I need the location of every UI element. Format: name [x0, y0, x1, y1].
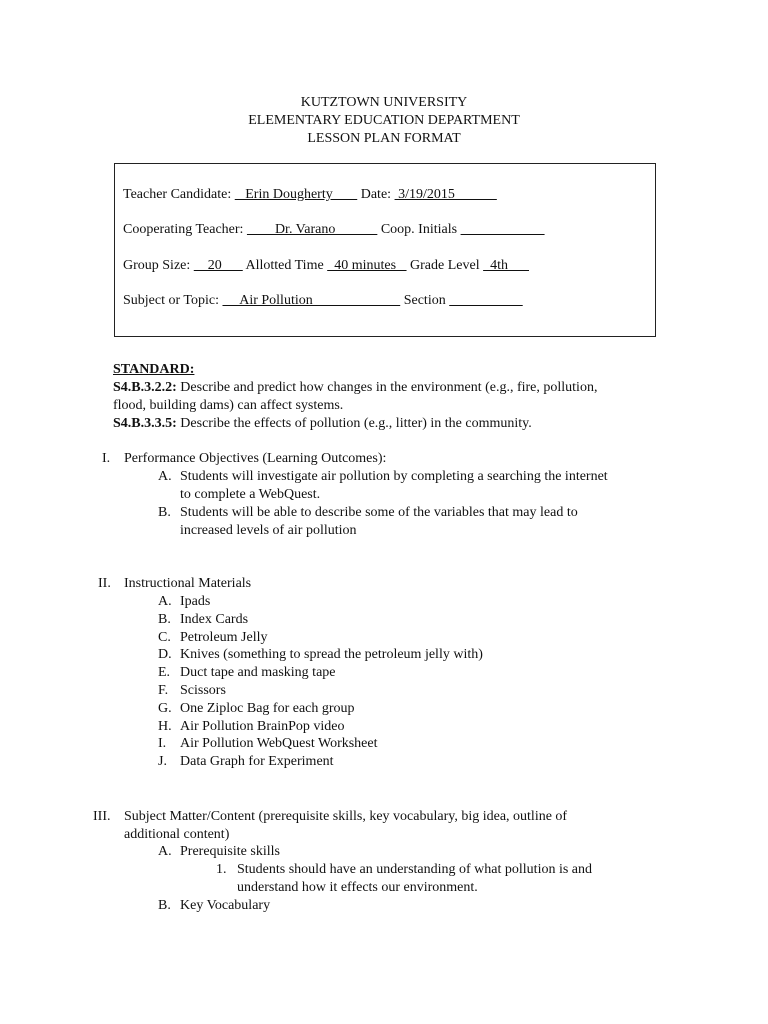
section-2-number: II. — [98, 576, 111, 591]
subject-value: Air Pollution — [222, 293, 401, 308]
material-letter: G. — [158, 701, 172, 716]
subject-row — [123, 292, 523, 310]
standard-2-code: S4.B.3.3.5: — [113, 416, 177, 431]
teacher-candidate-row — [123, 186, 497, 204]
lesson-info-box — [114, 163, 656, 337]
standard-1 — [113, 379, 597, 397]
group-size-row — [123, 257, 529, 275]
standard-1-code: S4.B.3.2.2: — [113, 380, 177, 395]
material-item: Data Graph for Experiment — [180, 754, 334, 769]
cooperating-teacher-value: Dr. Varano — [246, 222, 378, 237]
grade-level-value: 4th — [483, 258, 529, 273]
grade-level-label: Grade Level — [406, 258, 484, 273]
material-letter: B. — [158, 612, 171, 627]
material-letter: A. — [158, 594, 172, 609]
material-letter: J. — [158, 754, 167, 769]
date-label: Date: — [357, 187, 395, 202]
material-item: Index Cards — [180, 612, 249, 627]
material-item: Knives (something to spread the petroleum jelly with) — [180, 647, 483, 662]
cooperating-teacher-label: Cooperating Teacher: — [123, 222, 247, 237]
date-value: 3/19/2015 — [394, 187, 497, 202]
group-size-value: 20 — [193, 258, 243, 273]
material-letter: E. — [158, 665, 171, 680]
teacher-candidate-label: Teacher Candidate: — [123, 187, 235, 202]
standard-1-continued: flood, building dams) can affect systems. — [113, 398, 344, 413]
section-label: Section — [400, 293, 450, 308]
objective-line: Students will investigate air pollution by completing a searching the internet — [180, 469, 608, 484]
standard-1-text: Describe and predict how changes in the environment (e.g., fire, pollution, — [176, 380, 598, 395]
subject-label: Subject or Topic: — [123, 293, 223, 308]
standard-2 — [113, 415, 532, 433]
prerequisite-number: 1. — [216, 862, 227, 877]
document-title: LESSON PLAN FORMAT — [307, 131, 461, 146]
coop-initials-value — [461, 222, 545, 237]
objective-line: Students will be able to describe some of the variables that may lead to — [180, 505, 578, 520]
material-item: Duct tape and masking tape — [180, 665, 336, 680]
material-item: Scissors — [180, 683, 226, 698]
material-letter: C. — [158, 630, 171, 645]
material-letter: F. — [158, 683, 169, 698]
objective-line: to complete a WebQuest. — [180, 487, 321, 502]
cooperating-teacher-row — [123, 221, 545, 239]
section-1-number: I. — [102, 451, 111, 466]
material-letter: D. — [158, 647, 172, 662]
section-1-title: Performance Objectives (Learning Outcomes): — [124, 451, 387, 466]
prerequisite-line: understand how it effects our environment. — [237, 880, 478, 895]
prerequisite-heading: Prerequisite skills — [180, 844, 280, 859]
prerequisite-line: Students should have an understanding of what pollution is and — [237, 862, 593, 877]
standard-2-text: Describe the effects of pollution (e.g., litter) in the community. — [176, 416, 532, 431]
section-value — [449, 293, 523, 308]
prerequisite-letter: A. — [158, 844, 172, 859]
material-item: One Ziploc Bag for each group — [180, 701, 355, 716]
section-2-title: Instructional Materials — [124, 576, 252, 591]
section-3-number: III. — [93, 809, 111, 824]
vocabulary-heading: Key Vocabulary — [180, 898, 271, 913]
objective-line: increased levels of air pollution — [180, 523, 357, 538]
material-item: Air Pollution BrainPop video — [180, 719, 345, 734]
group-size-label: Group Size: — [123, 258, 194, 273]
allotted-time-label: Allotted Time — [242, 258, 328, 273]
allotted-time-value: 40 minutes — [327, 258, 407, 273]
coop-initials-label: Coop. Initials — [377, 222, 461, 237]
material-item: Air Pollution WebQuest Worksheet — [180, 736, 378, 751]
objective-letter: B. — [158, 505, 171, 520]
material-item: Petroleum Jelly — [180, 630, 268, 645]
university-name: KUTZTOWN UNIVERSITY — [300, 95, 468, 110]
material-letter: H. — [158, 719, 172, 734]
material-item: Ipads — [180, 594, 211, 609]
section-3-title-continued: additional content) — [124, 827, 230, 842]
vocabulary-letter: B. — [158, 898, 171, 913]
objective-letter: A. — [158, 469, 172, 484]
teacher-candidate-value: Erin Dougherty — [234, 187, 358, 202]
material-letter: I. — [158, 736, 167, 751]
department-name: ELEMENTARY EDUCATION DEPARTMENT — [248, 113, 520, 128]
section-3-title: Subject Matter/Content (prerequisite skills, key vocabulary, big idea, outline of — [124, 809, 568, 824]
standard-heading: STANDARD: — [113, 362, 195, 377]
